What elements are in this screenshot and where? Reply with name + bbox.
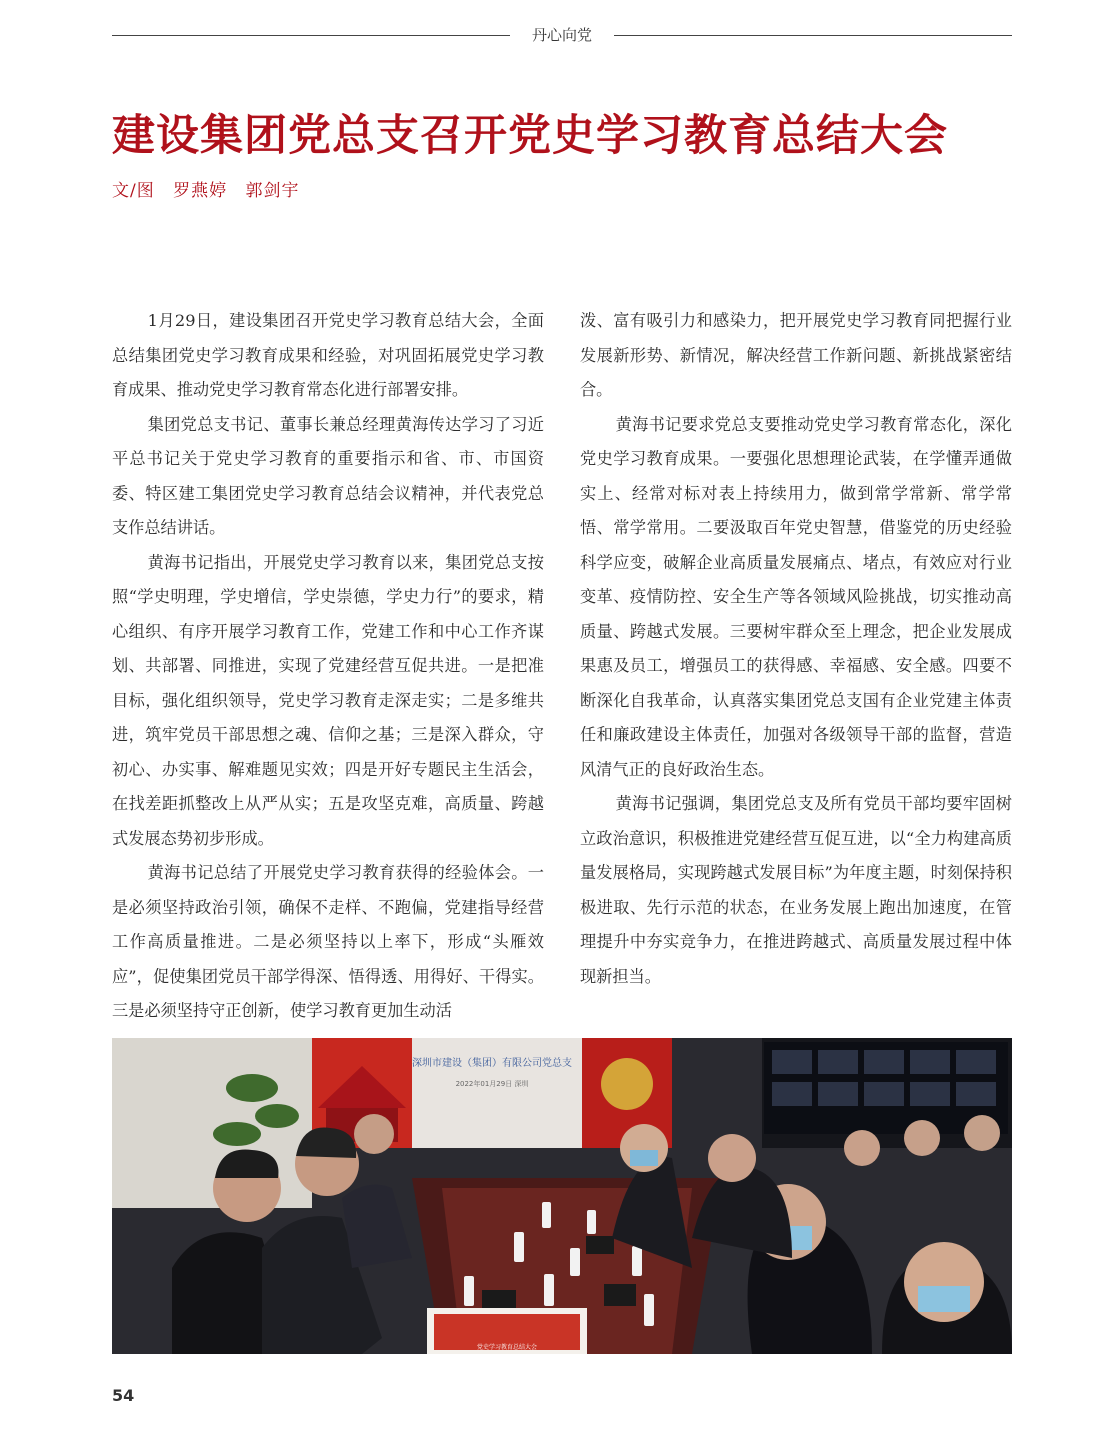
article-title: 建设集团党总支召开党史学习教育总结大会 [112, 111, 948, 161]
paragraph: 集团党总支书记、董事长兼总经理黄海传达学习了习近平总书记关于党史学习教育的重要指示和省、市、市国资委、特区建工集团党史学习教育总结会议精神，并代表党总支作总结讲话。 [112, 414, 544, 537]
paragraph-continued: 泼、富有吸引力和感染力，把开展党史学习教育同把握行业发展新形势、新情况，解决经营工作新问题、新挑战紧密结合。 [580, 311, 1012, 399]
header-rule-right [614, 35, 1012, 36]
byline-author-2: 郭剑宇 [245, 181, 300, 201]
byline-author-1: 罗燕婷 [173, 181, 228, 201]
meeting-photo-illustration [112, 1038, 1012, 1354]
meeting-photo [112, 1038, 1012, 1354]
page-number: 54 [112, 1386, 135, 1405]
byline-label: 文/图 [112, 181, 155, 201]
article-column-right [580, 304, 1012, 994]
laptop-screen-text: 党史学习教育总结大会 [476, 1344, 538, 1351]
byline [112, 178, 312, 204]
paragraph: 1月29日，建设集团召开党史学习教育总结大会，全面总结集团党史学习教育成果和经验，对巩固拓展党史学习教育成果、推动党史学习教育常态化进行部署安排。 [112, 311, 544, 399]
paragraph: 黄海书记指出，开展党史学习教育以来，集团党总支按照“学史明理，学史增信，学史崇德，学史力行”的要求，精心组织、有序开展学习教育工作，党建工作和中心工作齐谋划、共部署、同推进，实现了党建经营互促共进。一是把准目标，强化组织领导，党史学习教育走深走实；二是多维共进，筑牢党员干部思想之魂、信仰之基；三是深入群众，守初心、办实事、解难题见实效；四是开好专题民主生活会，在找差距抓整改上从严从实；五是攻坚克难，高质量、跨越式发展态势初步形成。 [112, 552, 544, 848]
section-label: 丹心向党 [531, 26, 592, 44]
running-header [112, 24, 1012, 46]
header-rule-left [112, 35, 510, 36]
screen-date-text: 2022年01月29日 深圳 [455, 1080, 529, 1088]
paragraph: 黄海书记强调，集团党总支及所有党员干部均要牢固树立政治意识，积极推进党建经营互促互进，以“全力构建高质量发展格局，实现跨越式发展目标”为年度主题，时刻保持积极进取、先行示范的状态，在业务发展上跑出加速度，在管理提升中夯实竞争力，在推进跨越式、高质量发展过程中体现新担当。 [580, 794, 1012, 986]
paragraph: 黄海书记总结了开展党史学习教育获得的经验体会。一是必须坚持政治引领，确保不走样、不跑偏，党建指导经营工作高质量推进。二是必须坚持以上率下，形成“头雁效应”，促使集团党员干部学得深、悟得透、用得好、干得实。三是必须坚持守正创新，使学习教育更加生动活 [112, 863, 544, 1020]
screen-org-text: 深圳市建设（集团）有限公司党总支 [412, 1058, 572, 1069]
laptop [427, 1308, 587, 1354]
article-column-left [112, 304, 544, 1029]
paragraph: 黄海书记要求党总支要推动党史学习教育常态化，深化党史学习教育成果。一要强化思想理论武装，在学懂弄通做实上、经常对标对表上持续用力，做到常学常新、常学常悟、常学常用。二要汲取百年党史智慧，借鉴党的历史经验科学应变，破解企业高质量发展痛点、堵点，有效应对行业变革、疫情防控、安全生产等各领域风险挑战，切实推动高质量、跨越式发展。三要树牢群众至上理念，把企业发展成果惠及员工，增强员工的获得感、幸福感、安全感。四要不断深化自我革命，认真落实集团党总支国有企业党建主体责任和廉政建设主体责任，加强对各级领导干部的监督，营造风清气正的良好政治生态。 [580, 414, 1012, 779]
